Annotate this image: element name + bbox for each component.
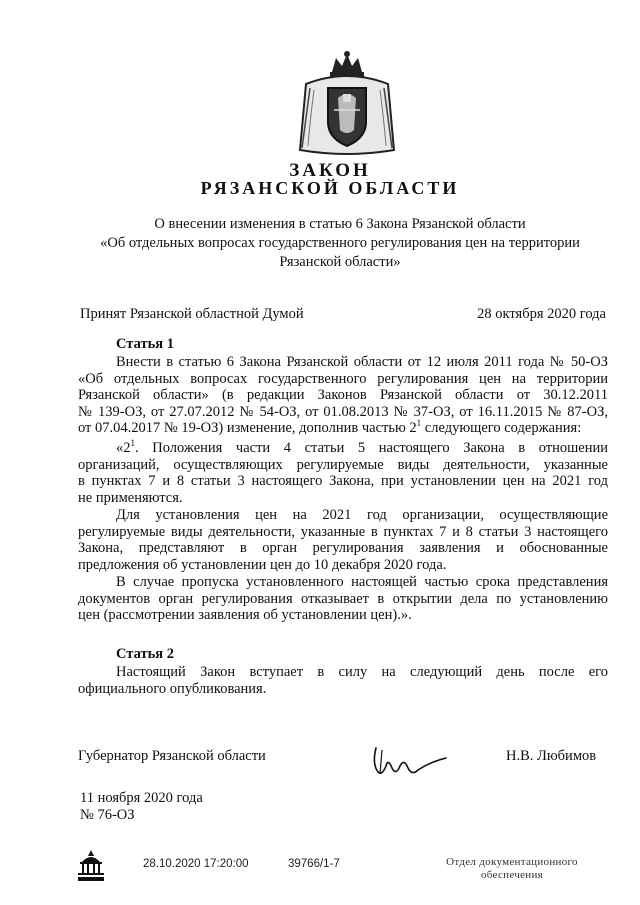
text-line: организаций, осуществляющих регулируемые виды деятельности, указанные [78, 456, 608, 473]
text-line: Рязанской области» (в редакции Законов Рязанской области от 30.12.2011 [78, 387, 608, 404]
law-title: ЗАКОН [289, 160, 371, 181]
text-fragment: . Положения части 4 статьи 5 настоящего Закона в отношении [135, 440, 608, 456]
duma-logo-icon [74, 848, 108, 882]
text-line: в пунктах 7 и 8 статьи 3 настоящего Закона, при установлении цен на 2021 год [78, 473, 608, 490]
subtitle-line: Рязанской области» [279, 254, 401, 270]
text-line [78, 420, 608, 437]
text-fragment: от 07.04.2017 № 19-ОЗ) изменение, дополнив частью 2 [78, 420, 417, 437]
law-number: № 76-ОЗ [80, 807, 135, 823]
superscript: 1 [130, 438, 135, 448]
text-fragment: «2 [116, 440, 131, 456]
department-stamp [432, 856, 592, 882]
department-line: обеспечения [480, 869, 544, 881]
text-line: Настоящий Закон вступает в силу на следующий день после его [116, 664, 608, 680]
article-1-paragraph-3 [78, 507, 608, 573]
adoption-date: 28 октября 2020 года [477, 306, 606, 322]
signing-info [80, 790, 203, 824]
article-1-heading: Статья 1 [116, 336, 174, 352]
signing-date: 11 ноября 2020 года [80, 790, 203, 806]
text-line: регулируемые виды деятельности, указанные в пунктах 7 и 8 статьи 3 настоящего [78, 523, 608, 540]
text-line [78, 440, 608, 457]
department-line: Отдел документационного [446, 856, 578, 868]
coat-of-arms-emblem [296, 50, 398, 160]
text-line: предложения об установлении цен до 10 декабря 2020 года. [78, 556, 447, 573]
governor-position: Губернатор Рязанской области [78, 748, 266, 764]
text-line: не применяются. [78, 489, 183, 506]
superscript: 1 [416, 418, 422, 429]
text-line: Закона, представляют в орган регулирования заявления и обоснованные [78, 540, 608, 557]
text-line: В случае пропуска установленного настоящей частью срока представления [116, 574, 608, 590]
stamp-datetime: 28.10.2020 17:20:00 [143, 858, 249, 870]
adopted-by: Принят Рязанской областной Думой [80, 306, 304, 322]
article-2-paragraph-1 [78, 664, 608, 697]
text-line: цен (рассмотрении заявления об установлении цен).». [78, 607, 412, 624]
article-1-paragraph-4 [78, 574, 608, 624]
article-1-paragraph-2 [78, 440, 608, 506]
text-fragment: следующего содержания: [421, 420, 582, 437]
subtitle-line: «Об отдельных вопросах государственного регулирования цен на территории [100, 235, 580, 251]
text-line: Для установления цен на 2021 год организации, осуществляющие [116, 507, 608, 523]
stamp-number: 39766/1-7 [288, 858, 340, 870]
handwritten-signature [370, 744, 450, 780]
subtitle-line: О внесении изменения в статью 6 Закона Рязанской области [154, 216, 526, 232]
article-2-heading: Статья 2 [116, 646, 174, 662]
text-line: «Об отдельных вопросах государственного регулирования цен на территории [78, 370, 608, 387]
text-line: Внести в статью 6 Закона Рязанской области от 12 июля 2011 года № 50-ОЗ [116, 354, 608, 370]
law-subtitle [80, 215, 600, 272]
text-line: документов орган регулирования отказывает в открытии дела по установлению [78, 590, 608, 607]
text-line: официального опубликования. [78, 680, 267, 697]
region-title: РЯЗАНСКОЙ ОБЛАСТИ [200, 178, 460, 198]
governor-name: Н.В. Любимов [506, 748, 597, 764]
article-1-paragraph-1 [78, 354, 608, 437]
text-line: № 139-ОЗ, от 27.07.2012 № 54-ОЗ, от 01.08.2013 № 37-ОЗ, от 16.11.2015 № 87-ОЗ, [78, 403, 608, 420]
